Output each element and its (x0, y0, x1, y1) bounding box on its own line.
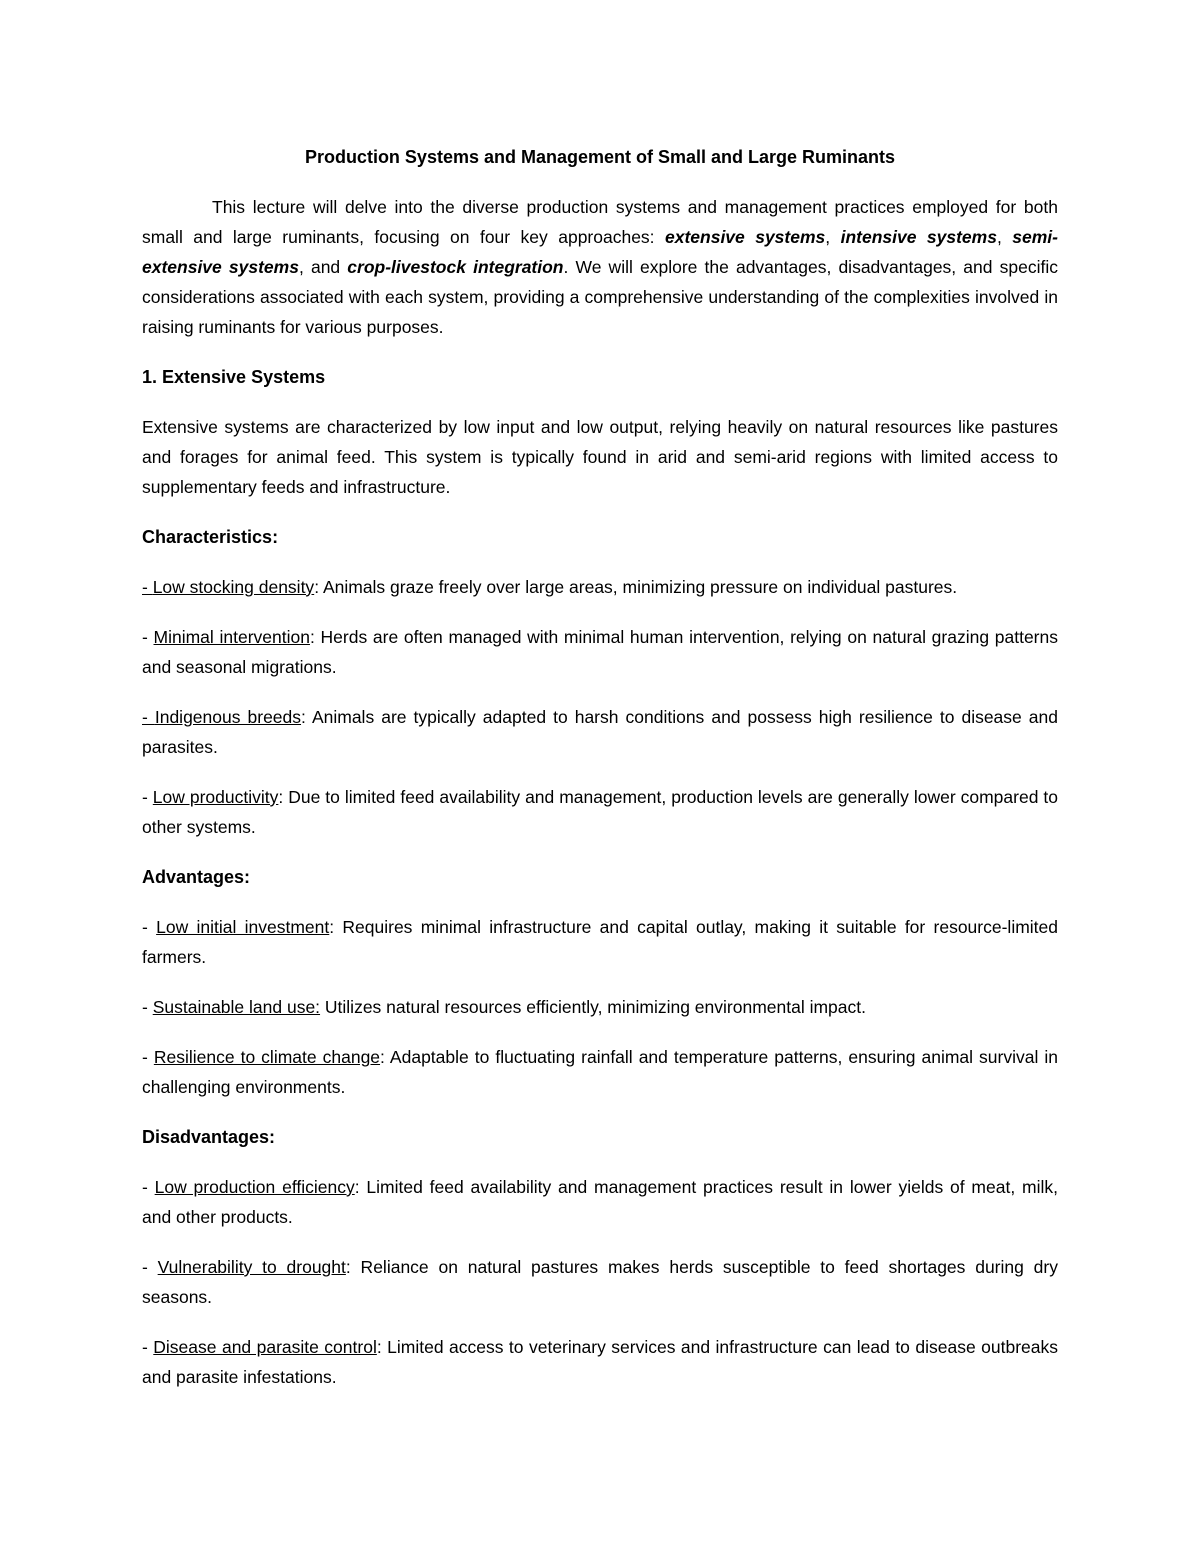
item-desc: : Animals graze freely over large areas, minimizing pressure on individual pastures. (314, 577, 958, 597)
document-title: Production Systems and Management of Small and Large Ruminants (304, 147, 896, 167)
intro-sep: , (825, 227, 841, 247)
list-item (142, 782, 1058, 842)
item-prefix: - (142, 1257, 158, 1277)
item-prefix: - (142, 577, 153, 597)
item-term: Minimal intervention (153, 627, 310, 647)
disadvantages-heading: Disadvantages: (142, 1127, 276, 1147)
item-prefix: - (142, 787, 153, 807)
keyword-extensive: extensive systems (665, 227, 826, 247)
item-prefix: - (142, 1047, 154, 1067)
document-page (142, 142, 1058, 1412)
item-term: Low stocking density (152, 577, 315, 597)
item-desc: : Limited feed availability and management practices result in lower yields of meat, milk, and other products. (142, 1177, 1058, 1227)
intro-sep: , (996, 227, 1013, 247)
item-prefix: - (142, 997, 153, 1017)
intro-text: This lecture will delve into the diverse production systems and management practices employed for both small and large ruminants, focusing on four key approaches: (142, 197, 1058, 247)
intro-sep: , and (298, 257, 348, 277)
characteristics-heading: Characteristics: (142, 527, 279, 547)
keyword-semi-extensive: semi-extensive systems (142, 227, 1058, 277)
list-item (142, 992, 1058, 1022)
item-term: Vulnerability to drought (157, 1257, 346, 1277)
list-item (142, 1042, 1058, 1102)
item-prefix: - (142, 627, 154, 647)
section-heading-extensive: 1. Extensive Systems (142, 367, 326, 387)
item-prefix: - (142, 707, 155, 727)
item-desc: : Requires minimal infrastructure and capital outlay, making it suitable for resource-limited farmers. (142, 917, 1058, 967)
intro-paragraph (142, 192, 1058, 342)
item-term: Indigenous breeds (154, 707, 302, 727)
keyword-intensive: intensive systems (840, 227, 997, 247)
advantages-heading: Advantages: (142, 867, 251, 887)
list-item (142, 1172, 1058, 1232)
keyword-crop-livestock: crop-livestock integration (347, 257, 564, 277)
intro-text: . We will explore the advantages, disadvantages, and specific considerations associated with each system, providing a comprehensive understanding of the complexities involved in raising ruminants for various purposes. (142, 257, 1058, 337)
item-term: Sustainable land use: (152, 997, 321, 1017)
list-item (142, 702, 1058, 762)
item-prefix: - (142, 917, 157, 937)
item-term: Low production efficiency (154, 1177, 355, 1197)
item-prefix: - (142, 1337, 154, 1357)
item-desc: : Due to limited feed availability and management, production levels are generally lower compared to other systems. (142, 787, 1058, 837)
item-term: Low productivity (152, 787, 279, 807)
item-desc: : Limited access to veterinary services and infrastructure can lead to disease outbreaks and parasite infestations. (142, 1337, 1058, 1387)
list-item (142, 1252, 1058, 1312)
list-item (142, 1332, 1058, 1392)
item-term: Low initial investment (156, 917, 330, 937)
item-desc: : Herds are often managed with minimal human intervention, relying on natural grazing patterns and seasonal migrations. (142, 627, 1058, 677)
item-desc: : Reliance on natural pastures makes herds susceptible to feed shortages during dry seasons. (142, 1257, 1058, 1307)
item-term: Disease and parasite control (153, 1337, 377, 1357)
item-desc: : Adaptable to fluctuating rainfall and temperature patterns, ensuring animal survival in challenging environments. (142, 1047, 1058, 1097)
list-item (142, 572, 1058, 602)
item-desc: Utilizes natural resources efficiently, minimizing environmental impact. (320, 997, 866, 1017)
item-term: Resilience to climate change (153, 1047, 381, 1067)
item-desc: : Animals are typically adapted to harsh conditions and possess high resilience to disease and parasites. (142, 707, 1059, 757)
list-item (142, 622, 1058, 682)
list-item (142, 912, 1058, 972)
item-prefix: - (142, 1177, 155, 1197)
section-body-extensive: Extensive systems are characterized by low input and low output, relying heavily on natural resources like pastures and forages for animal feed. This system is typically found in arid and semi-arid regions with limited access to supplementary feeds and infrastructure. (142, 417, 1058, 497)
